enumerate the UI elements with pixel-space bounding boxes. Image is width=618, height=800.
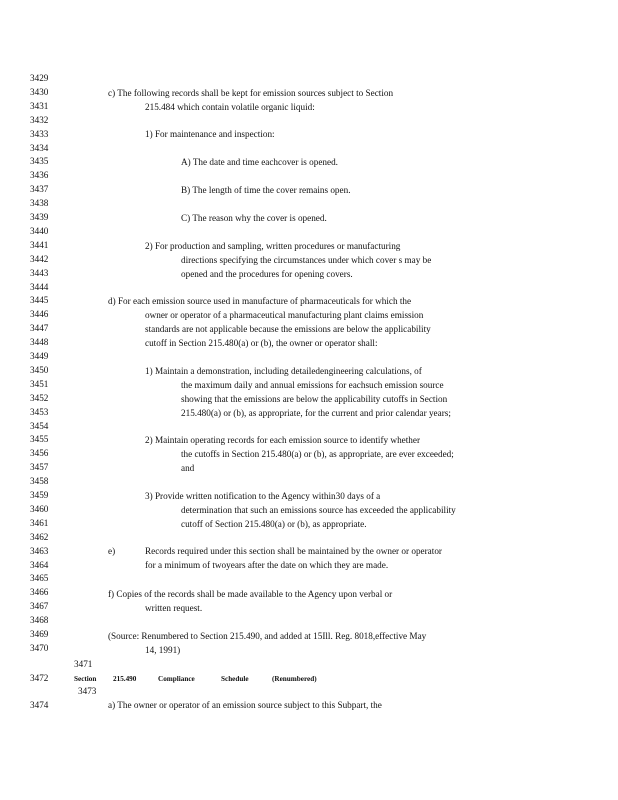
text-line: 2) For production and sampling, written procedures or manufacturing <box>145 241 401 251</box>
line-number: 3464 <box>30 559 49 570</box>
line-number: 3457 <box>30 462 49 473</box>
line-number: 3439 <box>30 212 49 222</box>
text-line: c) The following records shall be kept for emission sources subject to Section <box>108 88 394 98</box>
line-number: 3447 <box>30 323 49 334</box>
line-number: 3432 <box>30 114 49 125</box>
text-line: written request. <box>145 603 203 613</box>
line-number: 3442 <box>30 253 49 264</box>
line-number: 3441 <box>30 239 49 250</box>
text-line: cutoff of Section 215.480(a) or (b), as appropriate. <box>181 519 367 529</box>
line-number: 3433 <box>30 128 49 139</box>
text-line: A) The date and time eachcover is opened. <box>181 157 338 167</box>
line-number: 3471 <box>74 659 93 669</box>
line-number: 3453 <box>30 406 49 417</box>
text-line: for a minimum of twoyears after the date on which they are made. <box>145 560 389 570</box>
text-line: the maximum daily and annual emissions for eachsuch emission source <box>181 380 444 390</box>
line-number: 3467 <box>30 601 49 612</box>
text-line: d) For each emission source used in manufacture of pharmaceuticals for which the <box>108 296 412 306</box>
line-number: 3456 <box>30 448 49 459</box>
text-line: f) Copies of the records shall be made available to the Agency upon verbal or <box>108 589 393 599</box>
line-number: 3431 <box>30 100 49 111</box>
text-line: (Source: Renumbered to Section 215.490, and added at 15Ill. Reg. 8018,effective May <box>108 631 427 641</box>
line-number: 3429 <box>30 73 49 83</box>
text-line: 215.480(a) or (b), as appropriate, for the current and prior calendar years; <box>181 408 451 418</box>
line-number: 3430 <box>30 86 49 97</box>
line-number: 3458 <box>30 476 49 487</box>
line-number: 3434 <box>30 142 49 153</box>
line-number: 3465 <box>30 573 49 584</box>
line-number: 3455 <box>30 434 49 445</box>
text-line: a) The owner or operator of an emission source subject to this Subpart, the <box>108 700 382 710</box>
heading-title-word: Schedule <box>221 675 249 683</box>
line-number: 3473 <box>78 686 97 696</box>
line-number: 3452 <box>30 392 49 403</box>
text-line: determination that such an emissions source has exceeded the applicability <box>181 505 456 515</box>
heading-section-number: 215.490 <box>113 675 137 683</box>
line-number: 3468 <box>30 615 49 626</box>
line-number: 3454 <box>30 420 49 431</box>
item-label: e) <box>108 546 116 556</box>
line-number: 3474 <box>30 700 49 710</box>
text-line: 1) Maintain a demonstration, including detailedengineering calculations, of <box>145 366 422 376</box>
heading-title-word: (Renumbered) <box>272 675 317 683</box>
line-number: 3449 <box>30 351 49 361</box>
text-line: 1) For maintenance and inspection: <box>145 129 275 139</box>
text-line: and <box>181 463 195 473</box>
line-number: 3460 <box>30 503 49 514</box>
line-number: 3466 <box>30 587 49 598</box>
text-line: opened and the procedures for opening covers. <box>181 269 353 279</box>
line-number: 3445 <box>30 295 49 306</box>
line-number: 3469 <box>30 629 49 639</box>
line-number: 3472 <box>30 673 49 683</box>
line-number: 3435 <box>30 156 49 167</box>
line-number: 3443 <box>30 267 49 278</box>
text-line: 3) Provide written notification to the Agency within30 days of a <box>145 491 381 501</box>
line-number: 3448 <box>30 337 49 348</box>
text-line: cutoff in Section 215.480(a) or (b), the owner or operator shall: <box>145 338 378 348</box>
heading-title-word: Compliance <box>158 675 195 683</box>
heading-section-word: Section <box>74 675 97 683</box>
text-line: 2) Maintain operating records for each emission source to identify whether <box>145 435 421 445</box>
line-number: 3440 <box>30 225 49 236</box>
line-number: 3438 <box>30 198 49 209</box>
line-number: 3444 <box>30 281 49 292</box>
line-number: 3451 <box>30 378 49 389</box>
text-line: standards are not applicable because the emissions are below the applicability <box>145 324 431 334</box>
text-line: Records required under this section shall be maintained by the owner or operator <box>145 546 442 556</box>
line-number: 3450 <box>30 364 49 375</box>
text-line: C) The reason why the cover is opened. <box>181 213 327 223</box>
line-number: 3461 <box>30 517 49 528</box>
text-line: 14, 1991) <box>145 645 181 655</box>
text-line: the cutoffs in Section 215.480(a) or (b), as appropriate, are ever exceeded; <box>181 449 454 459</box>
text-line: showing that the emissions are below the applicability cutoffs in Section <box>181 394 448 404</box>
line-number: 3459 <box>30 490 49 500</box>
line-number: 3470 <box>30 642 49 653</box>
text-line: owner or operator of a pharmaceutical manufacturing plant claims emission <box>145 310 424 320</box>
text-line: directions specifying the circumstances under which cover s may be <box>181 255 432 265</box>
line-number: 3463 <box>30 545 49 556</box>
text-line: B) The length of time the cover remains open. <box>181 185 351 195</box>
line-number: 3462 <box>30 531 49 542</box>
text-line: 215.484 which contain volatile organic liquid: <box>145 102 315 112</box>
line-number: 3446 <box>30 309 49 320</box>
line-number: 3437 <box>30 184 49 195</box>
line-number: 3436 <box>30 170 49 181</box>
